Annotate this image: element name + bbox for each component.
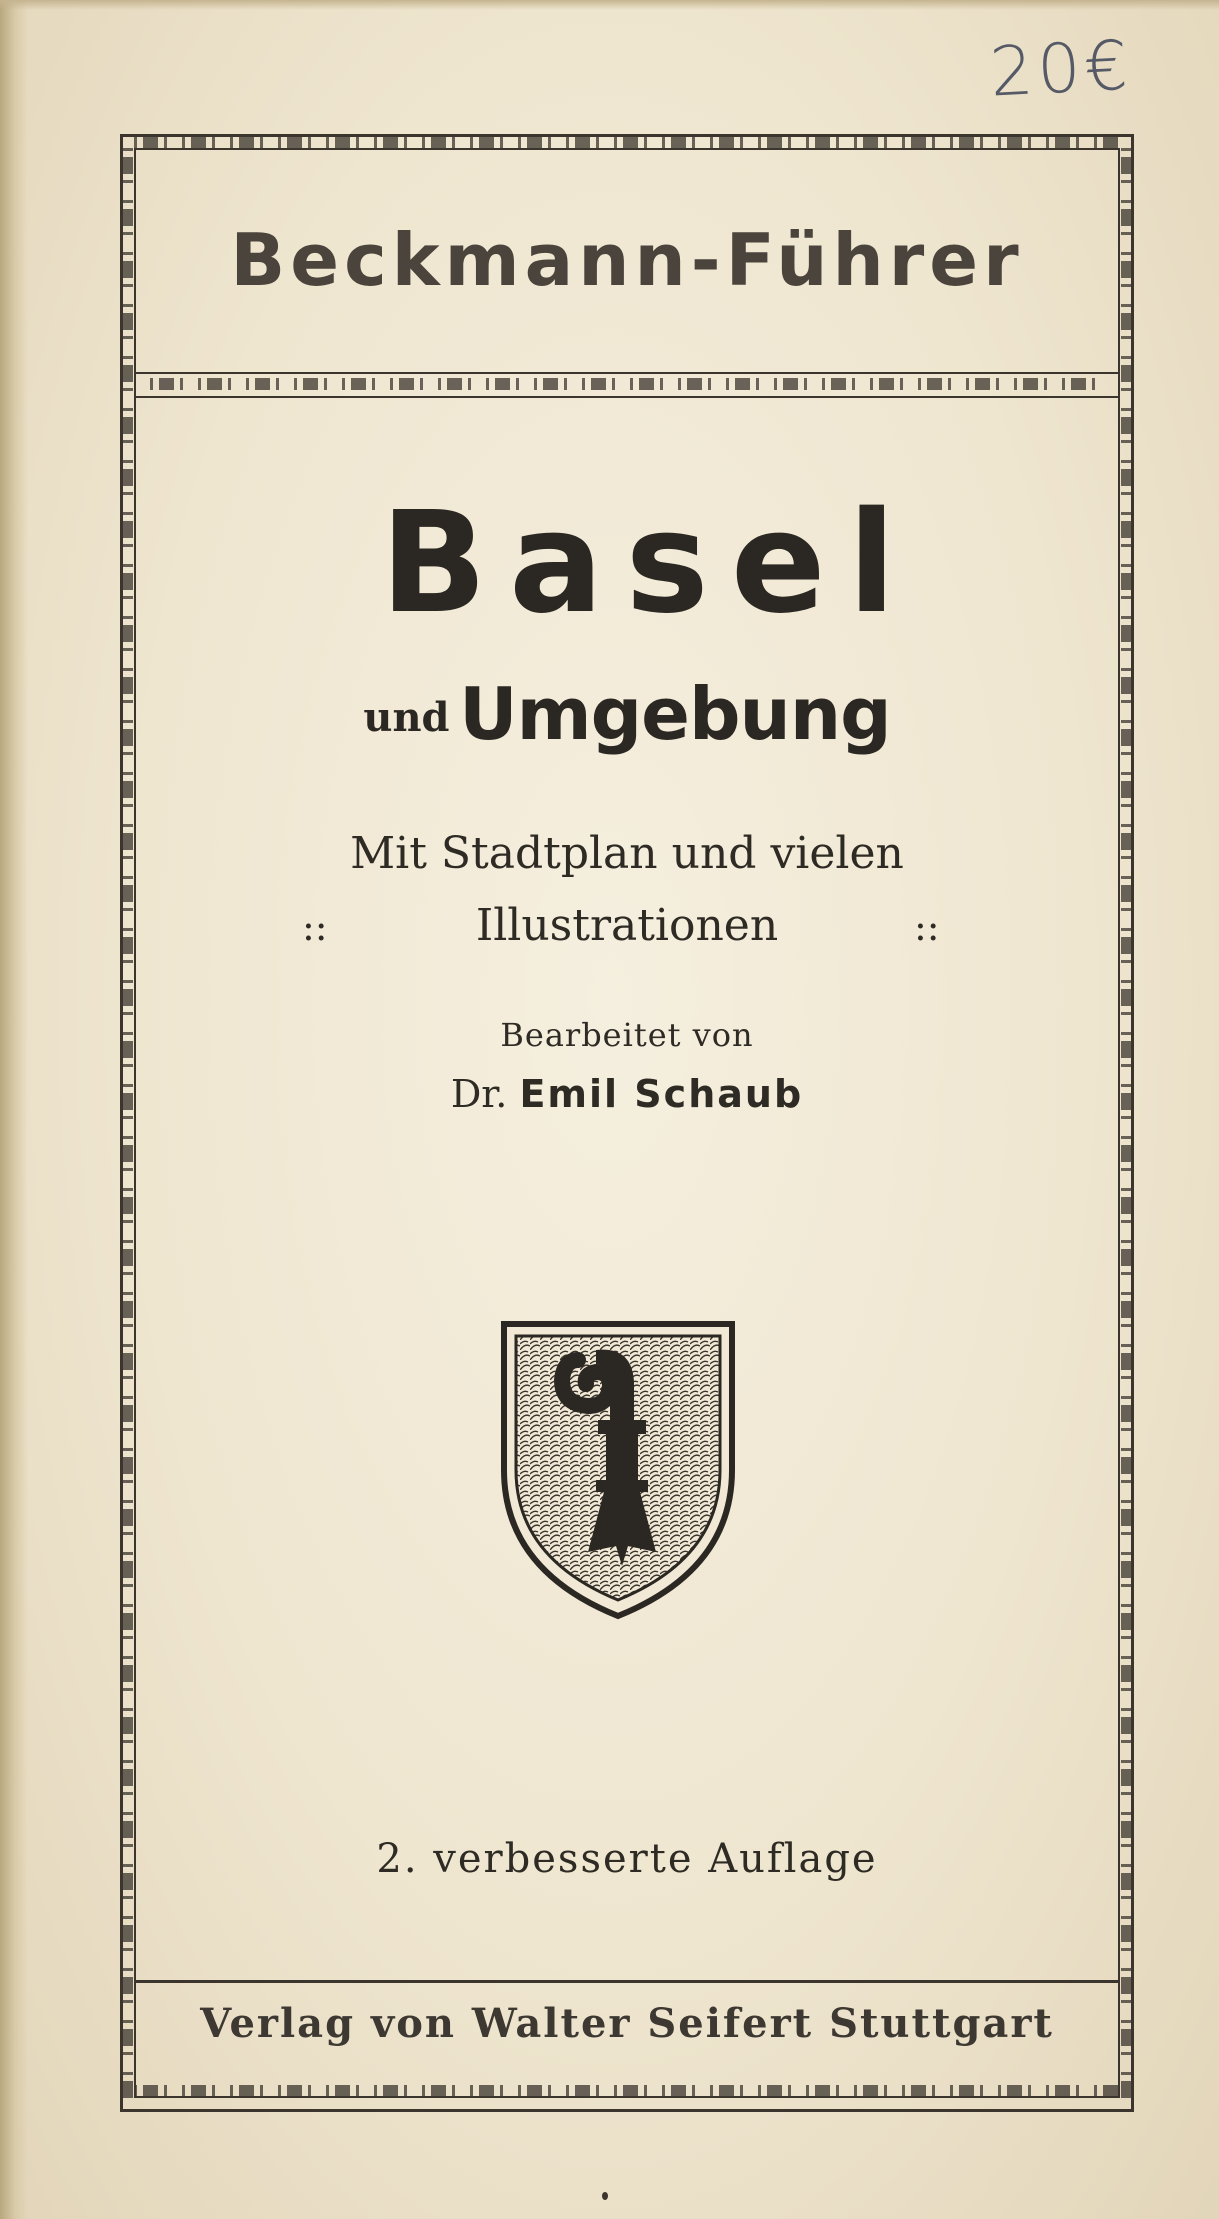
subtitle-prefix: und: [363, 694, 450, 741]
header-rule-bottom: [134, 396, 1120, 398]
publisher-imprint: Verlag von Walter Seifert Stuttgart: [200, 2000, 1054, 2047]
basel-crozier-coat-of-arms-icon: [500, 1320, 736, 1620]
left-border-ornament: [123, 148, 133, 2098]
author-title: Dr.: [450, 1072, 508, 1116]
handwritten-price-note: 20€: [988, 26, 1134, 113]
ink-speck: [602, 2192, 608, 2200]
bottom-border-ornament: [134, 2085, 1120, 2097]
book-subtitle: [134, 672, 1120, 756]
header-ornament-band: [150, 378, 1104, 390]
top-edge-shadow: [0, 0, 1219, 10]
subtitle-main: Umgebung: [459, 672, 891, 756]
ornament-left: ::: [302, 905, 328, 949]
header-rule-top: [134, 372, 1120, 374]
description-line-2: Illustrationen: [475, 900, 779, 951]
series-name: Beckmann-Führer: [230, 218, 1024, 302]
book-title: Basel: [380, 482, 918, 645]
top-border-ornament: [134, 137, 1120, 149]
author-line: [134, 1072, 1120, 1116]
publisher-rule: [134, 1980, 1120, 1983]
edition-note: 2. verbesserte Auflage: [376, 1836, 878, 1882]
right-border-ornament: [1121, 148, 1131, 2098]
edited-by-label: Bearbeitet von: [500, 1016, 754, 1054]
author-name: Emil Schaub: [519, 1072, 804, 1116]
ornament-right: ::: [914, 905, 940, 949]
spine-shadow: [0, 0, 28, 2219]
description-line-1: Mit Stadtplan und vielen: [350, 828, 904, 879]
inner-border-frame: [134, 148, 1120, 2098]
